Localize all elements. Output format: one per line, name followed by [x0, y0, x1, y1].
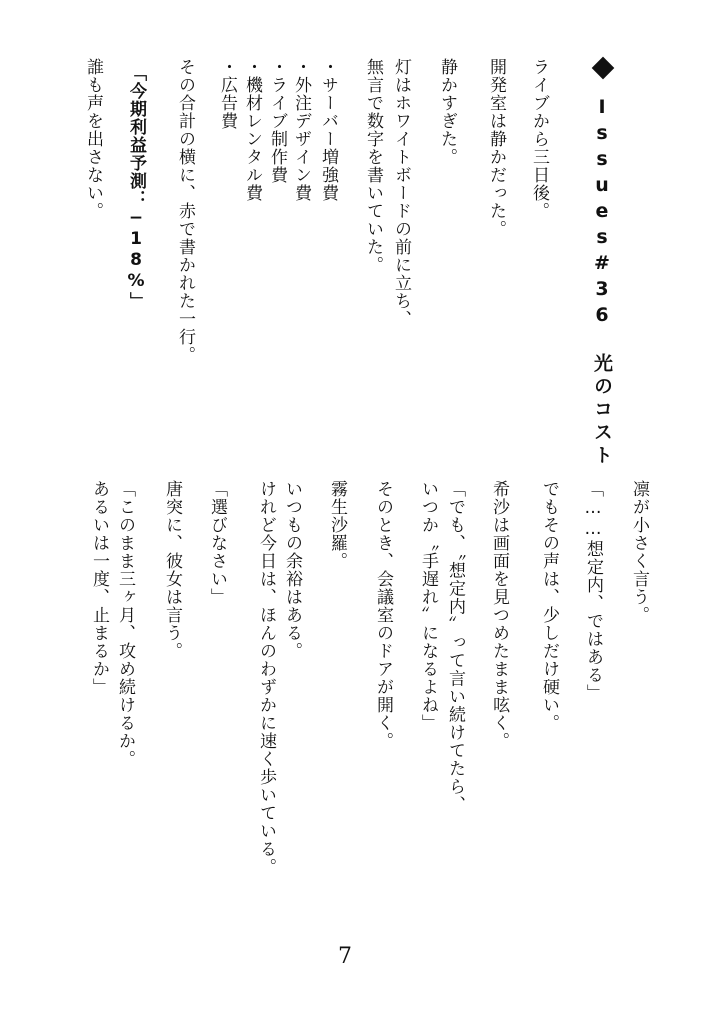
- diamond-bullet-icon: [592, 57, 615, 80]
- text-line: そのとき、会議室のドアが開く。: [373, 480, 393, 750]
- text-line: 「このまま三ヶ月、攻め続けるか。: [115, 480, 135, 768]
- text-line: 「選びなさい」: [207, 480, 227, 606]
- text-line: 「……想定内、ではある」: [583, 480, 603, 702]
- text-line: 霧生沙羅。: [327, 480, 347, 570]
- text-line: 唐突に、彼女は言う。: [162, 480, 182, 660]
- text-line: でもその声は、少しだけ硬い。: [539, 480, 559, 732]
- page-number: 7: [338, 944, 352, 969]
- list-item: ・広告費: [217, 58, 237, 130]
- text-line: 「でも、〝想定内〟って言い続けてたら、: [445, 480, 465, 814]
- chapter-title: Issues#36 光のコスト: [591, 96, 613, 468]
- text-line: その合計の横に、赤で書かれた一行。: [175, 58, 195, 364]
- text-line: 開発室は静かだった。: [486, 58, 506, 238]
- text-line: あるいは一度、止まるか」: [89, 480, 109, 696]
- text-line: けれど今日は、ほんのわずかに速く歩いている。: [256, 480, 276, 876]
- text-line: 灯はホワイトボードの前に立ち、: [391, 58, 411, 328]
- text-line: 誰も声を出さない。: [83, 58, 103, 220]
- text-line: いつもの余裕はある。: [282, 480, 302, 660]
- text-line: 静かすぎた。: [437, 58, 457, 166]
- text-line: いつか〝手遅れ〟になるよね」: [418, 480, 438, 732]
- text-line: 無言で数字を書いていた。: [363, 58, 383, 274]
- list-item: ・サーバー増強費: [318, 58, 338, 202]
- list-item: ・機材レンタル費: [242, 58, 262, 202]
- forecast-line: 「今期利益予測：−18%」: [126, 64, 146, 310]
- text-line: 希沙は画面を見つめたまま呟く。: [489, 480, 509, 750]
- text-line: 凛が小さく言う。: [629, 480, 649, 624]
- list-item: ・外注デザイン費: [291, 58, 311, 202]
- text-line: ライブから三日後。: [529, 58, 549, 220]
- list-item: ・ライブ制作費: [267, 58, 287, 184]
